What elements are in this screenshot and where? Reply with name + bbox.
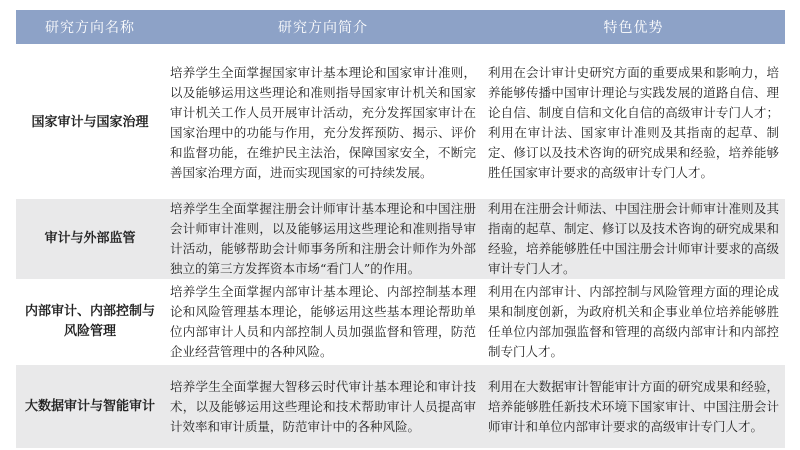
direction-name: 审计与外部监管 [16, 199, 164, 279]
direction-intro: 培养学生全面掌握注册会计师审计基本理论和中国注册会计师审计准则，以及能够运用这些理论和准则指导审计活动，能够帮助会计师事务所和注册会计师作为外部独立的第三方发挥资本市场“看门人”的作用。 [164, 199, 482, 279]
direction-name: 大数据审计与智能审计 [16, 365, 164, 448]
table-row [16, 365, 785, 448]
direction-features: 利用在大数据审计智能审计方面的研究成果和经验，培养能够胜任新技术环境下国家审计、中国注册会计师审计和单位内部审计要求的高级审计专门人才。 [482, 365, 785, 448]
header-features-advantages: 特色优势 [482, 10, 785, 44]
direction-intro: 培养学生全面掌握大智移云时代审计基本理论和审计技术，以及能够运用这些理论和技术帮助审计人员提高审计效率和审计质量，防范审计中的各种风险。 [164, 365, 482, 448]
table-header-row [16, 10, 785, 44]
direction-features: 利用在会计审计史研究方面的重要成果和影响力，培养能够传播中国审计理论与实践发展的道路自信、理论自信、制度自信和文化自信的高级审计专门人才；利用在审计法、国家审计准则及其指南的起草、制定、修订以及技术咨询的研究成果和经验，培养能够胜任国家审计要求的高级审计专门人才。 [482, 47, 785, 199]
direction-intro: 培养学生全面掌握内部审计基本理论、内部控制基本理论和风险管理基本理论，能够运用这些基本理论帮助单位内部审计人员和内部控制人员加强监督和管理，防范企业经营管理中的各种风险。 [164, 279, 482, 365]
direction-name: 国家审计与国家治理 [16, 47, 164, 199]
direction-features: 利用在注册会计师法、中国注册会计师审计准则及其指南的起草、制定、修订以及技术咨询的研究成果和经验，培养能够胜任中国注册会计师审计要求的高级审计专门人才。 [482, 199, 785, 279]
table-row [16, 279, 785, 365]
table-row [16, 47, 785, 199]
direction-intro: 培养学生全面掌握国家审计基本理论和国家审计准则，以及能够运用这些理论和准则指导国家审计机关和国家审计机关工作人员开展审计活动，充分发挥国家审计在国家治理中的功能与作用，充分发挥预防、揭示、评价和监督功能，在维护民主法治，保障国家安全，不断完善国家治理方面，进而实现国家的可持续发展。 [164, 47, 482, 199]
research-directions-table [16, 10, 785, 448]
table-row [16, 199, 785, 279]
header-direction-name: 研究方向名称 [16, 10, 164, 44]
header-direction-intro: 研究方向简介 [164, 10, 482, 44]
direction-features: 利用在内部审计、内部控制与风险管理方面的理论成果和制度创新，为政府机关和企事业单位培养能够胜任单位内部加强监督和管理的高级内部审计和内部控制专门人才。 [482, 279, 785, 365]
direction-name: 内部审计、内部控制与风险管理 [16, 279, 164, 365]
